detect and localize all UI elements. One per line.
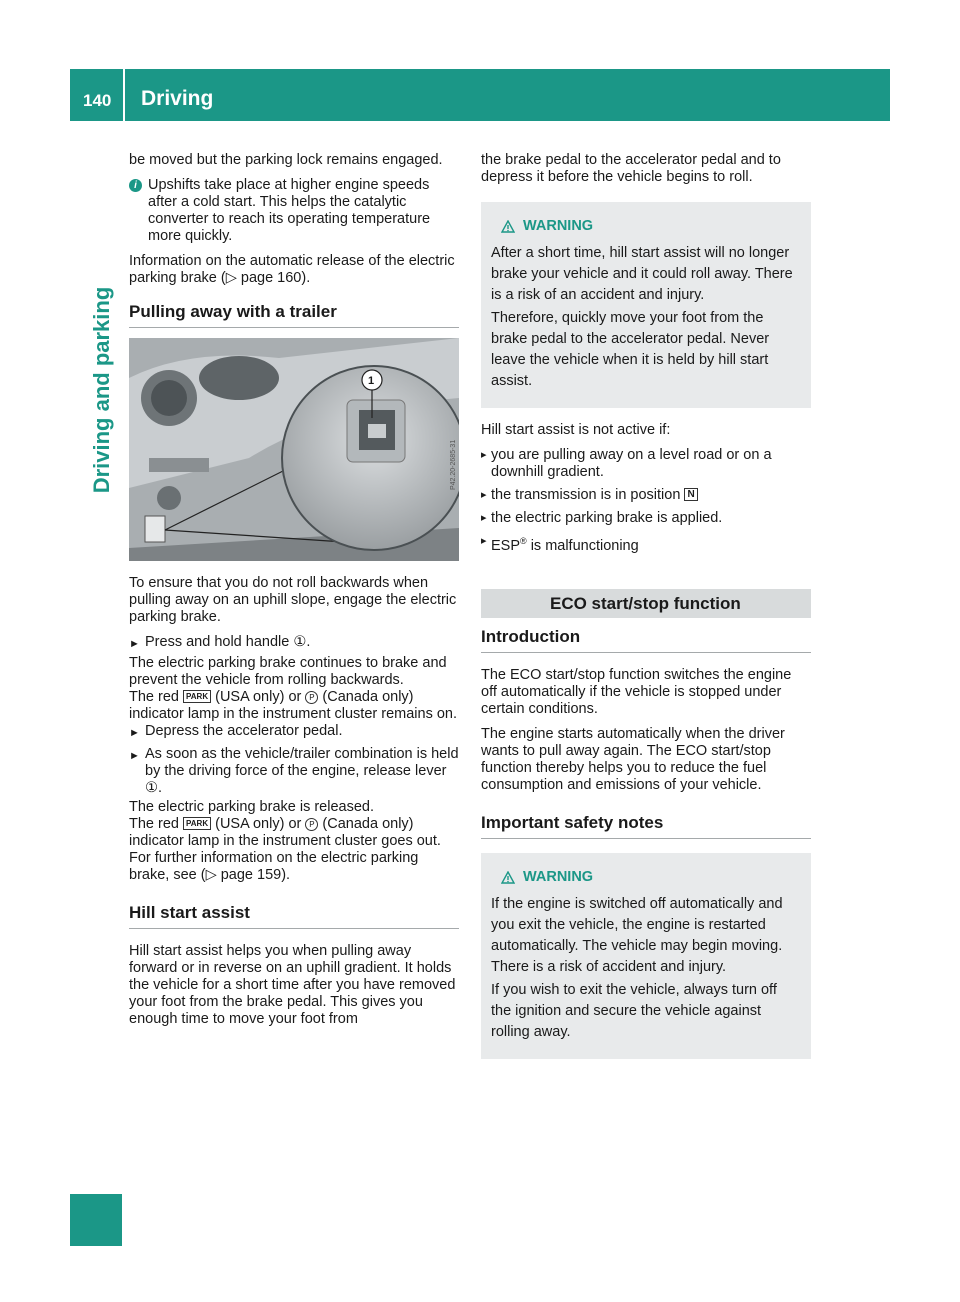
info-icon: i bbox=[129, 179, 142, 192]
warning-label: WARNING bbox=[523, 218, 594, 234]
paragraph: be moved but the parking lock remains engaged. bbox=[129, 152, 443, 168]
page-title: Driving bbox=[141, 87, 214, 110]
figure-code: P42.20-2685-31 bbox=[450, 439, 457, 490]
section-heading: Important safety notes bbox=[481, 814, 811, 839]
warning-header bbox=[501, 867, 801, 888]
paragraph: Hill start assist helps you when pulling away forward or in reverse on an uphill gradient. It holds the vehicle for a short time after you have removed your foot from the brake pedal. This gives you enough time to move your foot from bbox=[129, 943, 456, 1027]
section-bar: ECO start/stop function bbox=[481, 589, 811, 618]
p-lamp-icon: P bbox=[305, 691, 318, 704]
lamp-note bbox=[129, 816, 459, 850]
list-item-text-b: is malfunctioning bbox=[530, 537, 639, 554]
warning-box bbox=[481, 202, 811, 408]
list-item bbox=[481, 510, 811, 527]
paragraph: The ECO start/stop function switches the engine off automatically if the vehicle is stopped under certain conditions. bbox=[481, 666, 792, 717]
paragraph: The engine starts automatically when the driver wants to pull away again. The ECO start/stop function thereby helps you to reduce the fuel consumption and emissions of your vehicle. bbox=[481, 725, 785, 793]
info-text: Upshifts take place at higher engine speeds after a cold start. This helps the catalytic converter to reach its operating temperature more quickly. bbox=[148, 177, 431, 244]
list-item-text: you are pulling away on a level road or on a downhill gradient. bbox=[491, 447, 772, 480]
lamp-note-b: (USA only) or bbox=[215, 689, 302, 705]
p-lamp-icon: P bbox=[305, 818, 318, 831]
step-arrow-icon: ► bbox=[129, 750, 140, 762]
paragraph: To ensure that you do not roll backwards when pulling away on an uphill slope, engage the electric parking brake. bbox=[129, 575, 457, 625]
page-header bbox=[70, 69, 890, 121]
figure-callout: 1 bbox=[368, 375, 375, 387]
step-text: Press and hold handle ①. bbox=[145, 634, 311, 650]
step bbox=[129, 723, 459, 742]
park-lamp-icon: PARK bbox=[183, 817, 211, 830]
warning-header bbox=[501, 216, 801, 237]
lamp-note-a: The red bbox=[129, 816, 179, 832]
lamp-note-c: (Canada only) indicator lamp in the instrument cluster remains on. bbox=[129, 689, 458, 722]
side-tab-block bbox=[70, 1194, 122, 1246]
lamp-note-c: (Canada only) indicator lamp in the instrument cluster goes out. bbox=[129, 816, 441, 849]
bullet-icon: ▸ bbox=[481, 535, 487, 547]
side-tab-label: Driving and parking bbox=[89, 286, 114, 494]
step bbox=[129, 746, 459, 797]
list-item-text bbox=[491, 487, 698, 504]
paragraph: For further information on the electric parking brake, see (▷ page 159). bbox=[129, 850, 419, 883]
step-arrow-icon: ► bbox=[129, 638, 140, 650]
list-item bbox=[481, 447, 811, 481]
step-result: The electric parking brake is released. bbox=[129, 799, 375, 815]
section-heading: Introduction bbox=[481, 628, 811, 653]
list-item-text: the electric parking brake is applied. bbox=[491, 510, 723, 526]
step bbox=[129, 634, 459, 653]
bullet-icon: ▸ bbox=[481, 512, 487, 524]
page-number: 140 bbox=[83, 91, 112, 110]
warning-text: After a short time, hill start assist will no longer brake your vehicle and it could roll away. There is a risk of an accident and injury. bbox=[491, 245, 793, 303]
section-heading: Hill start assist bbox=[129, 904, 459, 929]
warning-label: WARNING bbox=[523, 868, 594, 885]
warning-text: Therefore, quickly move your foot from the brake pedal to the accelerator pedal. Never leave the vehicle when it is held by hill start assist. bbox=[491, 310, 770, 389]
header-divider bbox=[123, 69, 125, 121]
warning-text: If you wish to exit the vehicle, always turn off the ignition and secure the vehicle against rolling away. bbox=[491, 981, 777, 1040]
info-note bbox=[129, 177, 459, 245]
lamp-note-b: (USA only) or bbox=[215, 816, 302, 832]
bullet-icon: ▸ bbox=[481, 489, 487, 501]
section-heading: Pulling away with a trailer bbox=[129, 303, 459, 328]
paragraph: Hill start assist is not active if: bbox=[481, 422, 671, 438]
step-arrow-icon: ► bbox=[129, 727, 140, 739]
warning-triangle-icon bbox=[501, 220, 515, 233]
list-item bbox=[481, 487, 811, 504]
list-item bbox=[481, 533, 811, 555]
warning-triangle-icon bbox=[501, 871, 515, 884]
left-column bbox=[129, 152, 459, 1036]
step-result: The electric parking brake continues to brake and prevent the vehicle from rolling backwards. bbox=[129, 655, 447, 688]
right-column bbox=[481, 152, 811, 1073]
paragraph: the brake pedal to the accelerator pedal and to depress it before the vehicle begins to roll. bbox=[481, 152, 781, 185]
paragraph: Information on the automatic release of the electric parking brake (▷ page 160). bbox=[129, 253, 455, 286]
esp-label: ESP bbox=[491, 537, 521, 554]
lamp-note bbox=[129, 689, 459, 723]
step-text: As soon as the vehicle/trailer combination is held by the driving force of the engine, release lever ①. bbox=[145, 746, 459, 796]
lamp-note-a: The red bbox=[129, 689, 179, 705]
dashboard-illustration bbox=[129, 338, 459, 561]
neutral-position-icon: N bbox=[684, 488, 697, 501]
list-item-text bbox=[491, 533, 639, 555]
step-text: Depress the accelerator pedal. bbox=[145, 723, 343, 739]
warning-text: If the engine is switched off automatically and you exit the vehicle, the engine is restarted automatically. The vehicle may begin moving. There is a risk of accident and injury. bbox=[491, 895, 783, 975]
list-item-text-a: the transmission is in position bbox=[491, 487, 681, 503]
warning-box bbox=[481, 853, 811, 1059]
dashboard-figure bbox=[129, 338, 459, 561]
park-lamp-icon: PARK bbox=[183, 690, 211, 703]
registered-mark: ® bbox=[520, 536, 527, 546]
bullet-icon: ▸ bbox=[481, 449, 487, 461]
